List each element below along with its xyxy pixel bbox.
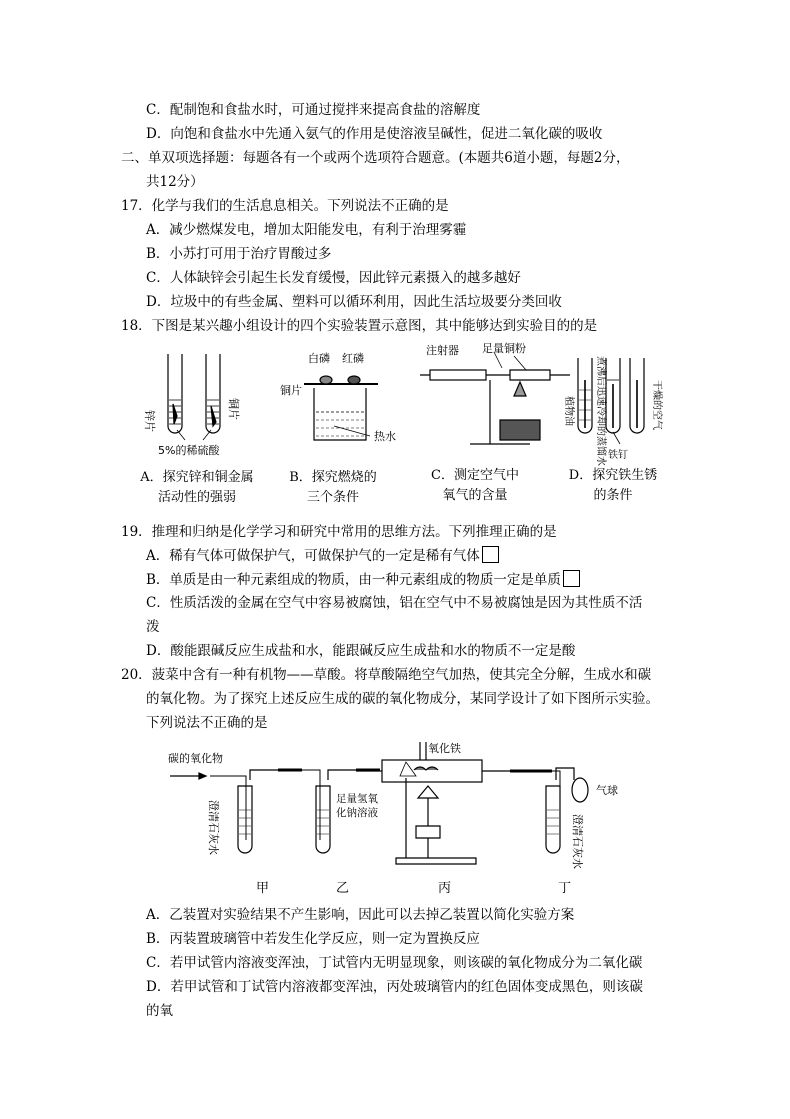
label-red-phosphorus: 红磷 [342, 352, 364, 365]
label-iron-nail: 铁钉 [608, 450, 628, 461]
q19-option-c-cont: 泼 [146, 619, 160, 635]
q20-stem-1: 20．菠菜中含有一种有机物——草酸。将草酸隔绝空气加热，使其完全分解，生成水和碳 [121, 667, 652, 683]
q18-option-b: B．探究燃烧的 三个条件 [289, 470, 377, 505]
q20-option-d: D．若甲试管和丁试管内溶液都变浑浊，丙处玻璃管内的红色固体变成黑色，则该碳 [146, 979, 643, 995]
label-ding: 丁 [558, 881, 572, 896]
q19-option-a [146, 546, 499, 565]
label-copper-plate: 铜片 [280, 384, 302, 397]
q17-option-a: A．减少燃煤发电，增加太阳能发电，有利于治理雾霾 [146, 222, 467, 238]
label-cooled-water: 煮沸后迅速冷却的蒸馏水 [595, 356, 606, 466]
q18-option-c: C．测定空气中 氧气的含量 [431, 468, 519, 503]
q19-option-a-text: A．稀有气体可做保护气，可做保护气的一定是稀有气体 [146, 548, 480, 564]
q20-option-b: B．丙装置玻璃管中若发生化学反应，则一定为置换反应 [146, 931, 480, 947]
label-limewater-2: 澄清石灰水 [571, 814, 584, 869]
label-dilute-acid: 5%的稀硫酸 [158, 444, 220, 457]
section-heading: 二、单双项选择题：每题各有一个或两个选项符合题意。(本题共6道小题，每题2分， [121, 150, 630, 166]
q20-option-a: A．乙装置对实验结果不产生影响，因此可以去掉乙装置以简化实验方案 [146, 907, 575, 923]
q20-figure [160, 740, 640, 900]
apparatus-d [578, 358, 644, 444]
q18-option-a: A．探究锌和铜金属 活动性的强弱 [140, 470, 254, 505]
q20-stem-2: 的氧化物。为了探究上述反应生成的碳的氧化物成分，某同学设计了如下图所示实验。 [146, 691, 659, 707]
q17-option-b: B．小苏打可用于治疗胃酸过多 [146, 246, 332, 262]
label-vegetable-oil: 植物油 [563, 396, 574, 426]
label-jia: 甲 [256, 881, 270, 896]
q19-option-c: C．性质活泼的金属在空气中容易被腐蚀，铝在空气中不易被腐蚀是因为其性质不活 [146, 595, 643, 611]
label-syringe: 注射器 [426, 344, 459, 357]
label-hot-water: 热水 [374, 430, 396, 443]
q19-stem: 19．推理和归纳是化学学习和研究中常用的思维方法。下列推理正确的是 [121, 524, 557, 540]
q20-stem-3: 下列说法不正确的是 [146, 715, 268, 731]
q17-option-d: D．垃圾中的有些金属、塑料可以循环利用，因此生活垃圾要分类回收 [146, 294, 562, 310]
q18-option-d: D．探究铁生锈 的条件 [568, 468, 658, 503]
label-limewater-1: 澄清石灰水 [207, 800, 220, 855]
q17-option-c: C．人体缺锌会引起生长发育缓慢，因此锌元素摄入的越多越好 [146, 270, 521, 286]
answer-box[interactable] [563, 570, 580, 587]
q17-stem: 17．化学与我们的生活息息相关。下列说法不正确的是 [121, 198, 449, 214]
label-iron-oxide: 氧化铁 [428, 742, 461, 755]
label-copper-sheet: 铜片 [227, 398, 240, 420]
answer-box[interactable] [482, 546, 499, 563]
label-bing: 丙 [438, 881, 452, 896]
label-carbon-oxide: 碳的氧化物 [168, 752, 223, 765]
apparatus-a [168, 354, 220, 440]
q19-option-b [146, 570, 580, 589]
label-naoh-2: 化钠溶液 [336, 807, 378, 819]
q18-stem: 18．下图是某兴趣小组设计的四个实验装置示意图，其中能够达到实验目的的是 [121, 318, 598, 334]
label-zinc-sheet: 锌片 [143, 410, 156, 432]
label-dry-air: 干燥的空气 [651, 380, 662, 430]
q19-option-b-text: B．单质是由一种元素组成的物质，由一种元素组成的物质一定是单质 [146, 572, 561, 588]
apparatus-c [420, 352, 570, 444]
label-balloon: 气球 [596, 784, 618, 797]
q19-option-d: D．酸能跟碱反应生成盐和水，能跟碱反应生成盐和水的物质不一定是酸 [146, 643, 576, 659]
apparatus-b [304, 376, 378, 440]
section-heading-cont: 共12分） [146, 174, 204, 190]
q20-option-d-cont: 的氧 [146, 1003, 173, 1019]
q16-option-c: C．配制饱和食盐水时，可通过搅拌来提高食盐的溶解度 [146, 102, 481, 118]
q18-figure [130, 340, 690, 470]
label-naoh-1: 足量氢氧 [336, 793, 378, 805]
q20-option-c: C．若甲试管内溶液变浑浊，丁试管内无明显现象，则该碳的氧化物成分为二氧化碳 [146, 955, 643, 971]
label-copper-powder: 足量铜粉 [482, 342, 526, 355]
label-yi: 乙 [336, 881, 350, 896]
label-white-phosphorus: 白磷 [308, 352, 330, 365]
q16-option-d: D．向饱和食盐水中先通入氨气的作用是使溶液呈碱性，促进二氧化碳的吸收 [146, 126, 603, 142]
